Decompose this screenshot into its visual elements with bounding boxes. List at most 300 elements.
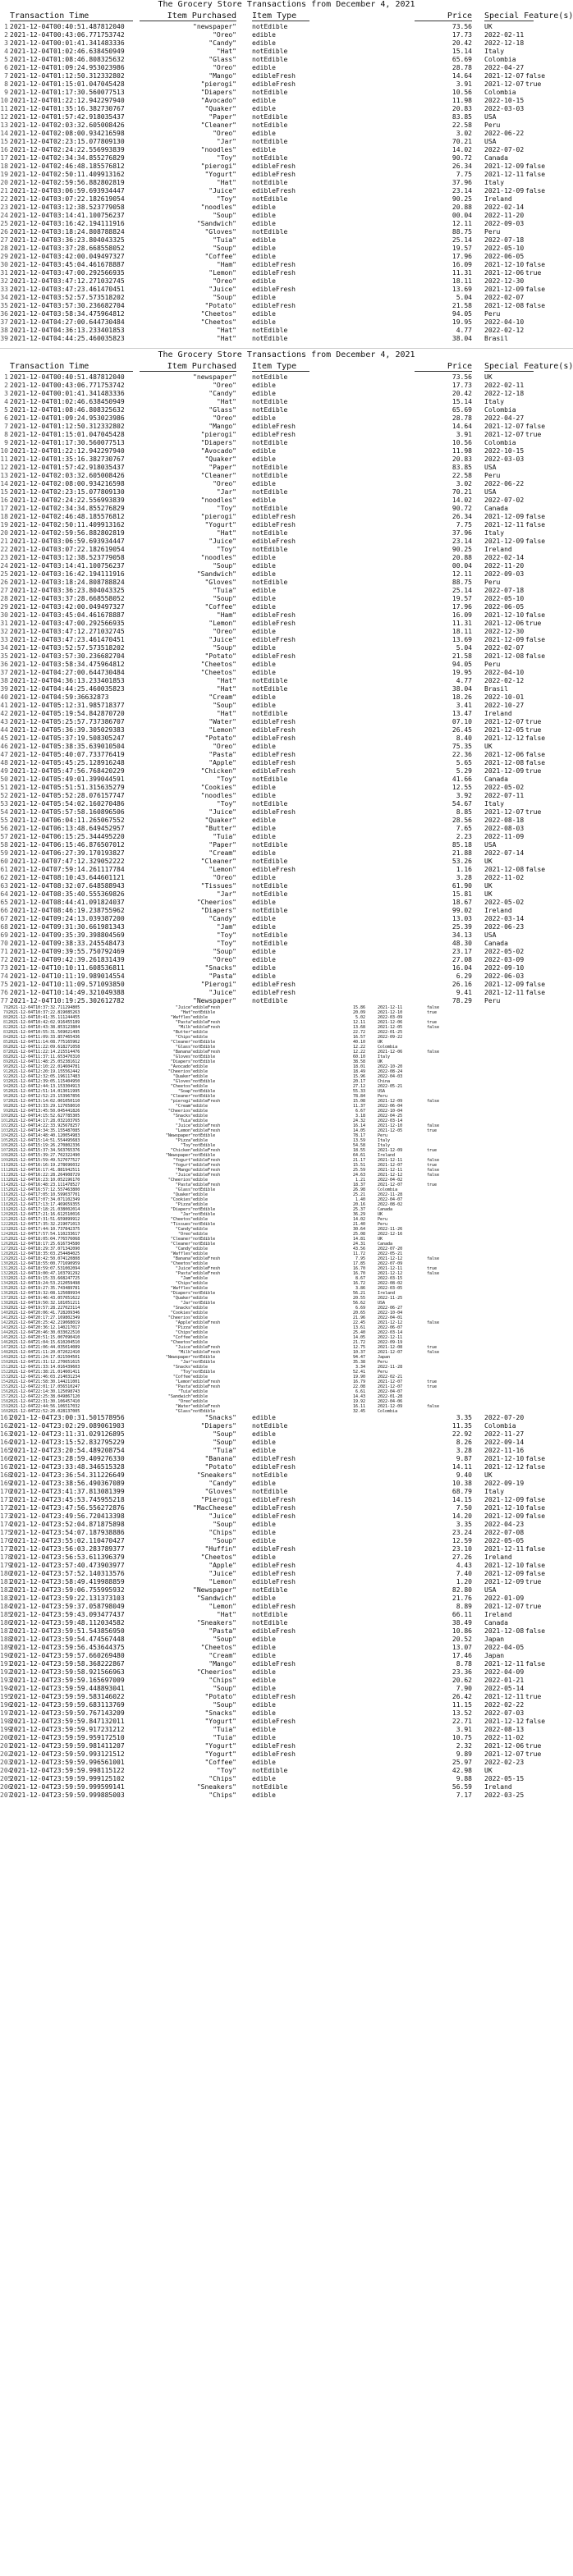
cell-special-feature: 2021-12-07 [378,1380,403,1384]
cell-item-purchased: "Pizza" [175,1138,193,1143]
cell-special-feature: UK [484,882,493,890]
table-row [0,179,573,187]
cell-special-feature-2: false [525,652,546,660]
cell-special-feature: 2022-04-06 [378,1399,403,1404]
cell-transaction-time: 2021-12-04T04:27:00.644730484 [10,669,125,676]
cell-special-feature-2: false [525,1718,546,1725]
row-number: 86 [2,1045,8,1050]
row-number: 132 [0,1271,8,1276]
cell-price: 19.57 [452,595,472,602]
cell-special-feature: Peru [484,661,501,668]
table-row [0,890,573,899]
cell-item-purchased: "Apple" [209,1562,236,1569]
cell-special-feature: Colombia [484,439,516,446]
cell-item-type: edibleFresh [252,431,296,438]
cell-item-type: edible [193,1035,209,1040]
cell-item-type: notEdible [252,56,288,63]
row-number: 52 [0,792,8,799]
cell-special-feature: USA [378,1089,386,1094]
cell-item-type: edible [252,390,276,397]
cell-special-feature: 2021-12-08 [484,1627,525,1635]
row-number: 98 [2,1104,8,1109]
table-row [0,146,573,154]
row-number: 24 [0,212,8,219]
cell-item-purchased: "Chicken" [200,767,236,775]
cell-item-purchased: "Cleaner" [200,472,236,479]
cell-item-purchased: "Toy" [216,1767,236,1774]
cell-transaction-time: 2021-12-04T04:27:00.644730484 [10,318,125,326]
row-number: 83 [2,1030,8,1035]
row-number: 32 [0,277,8,285]
cell-special-feature: 2022-06-03 [484,972,525,980]
cell-item-type: notEdible [193,1045,216,1050]
cell-price: 13.69 [452,286,472,293]
cell-special-feature-2: true [525,1742,542,1750]
row-number: 137 [0,1296,8,1301]
cell-item-type: edible [193,1030,209,1035]
cell-item-purchased: "Juice" [209,989,236,996]
cell-item-type: notEdible [252,228,288,236]
cell-item-type: edibleFresh [252,808,296,816]
cell-item-type: edibleFresh [193,1350,221,1355]
cell-item-type: notEdible [252,1611,288,1618]
cell-special-feature-2: false [525,759,546,766]
row-number: 135 [0,1286,8,1291]
cell-item-purchased: "Cheetos" [170,1084,193,1089]
table-row [0,245,573,253]
cell-special-feature: 2021-12-09 [484,1512,525,1520]
cell-price: 65.69 [452,406,472,414]
cell-price: 15.81 [452,890,472,898]
cell-transaction-time: 2021-12-04T06:13:48.649452957 [10,825,125,832]
row-number: 15 [0,138,8,145]
row-number: 89 [2,1059,8,1064]
row-number: 178 [0,1553,12,1561]
cell-special-feature: 2022-03-25 [484,1791,525,1799]
cell-item-purchased: "Quaker" [204,817,236,824]
table-row [0,1570,573,1578]
cell-item-type: notEdible [252,529,288,537]
row-number: 84 [2,1035,8,1040]
table-row [0,1693,573,1701]
cell-transaction-time: 2021-12-04T03:36:23.804043325 [10,587,125,594]
cell-special-feature: 2022-03-15 [378,1276,403,1281]
cell-special-feature: 2022-02-11 [484,382,525,389]
row-number: 136 [0,1291,8,1296]
cell-item-type: notEdible [252,546,288,553]
row-number: 34 [0,294,8,301]
cell-price: 11.35 [452,1422,472,1430]
table-row [0,335,573,343]
cell-price: 8.78 [456,1660,472,1668]
cell-item-type: notEdible [193,1040,216,1045]
table-row [0,899,573,907]
cell-special-feature: 2022-02-11 [484,31,525,39]
row-number: 204 [0,1767,12,1774]
table-row [0,677,573,685]
table-row [0,220,573,228]
cell-special-feature-2: false [525,1562,546,1569]
cell-special-feature: Peru [484,579,501,586]
cell-item-purchased: "Water" [209,718,236,725]
cell-item-purchased: "Waffles" [170,1015,193,1020]
cell-transaction-time: 2021-12-04T14:15:52.627785305 [8,1114,80,1119]
cell-item-purchased: "Cream" [209,693,236,701]
col-item-purchased: Item Purchased [140,362,236,372]
cell-item-purchased: "Yogurt" [204,171,236,178]
row-number: 173 [0,1512,12,1520]
cell-item-purchased: "Cookies" [170,1311,193,1315]
row-number: 87 [2,1050,8,1055]
cell-item-type: edible [193,1197,209,1202]
cell-special-feature-2: false [525,538,546,545]
cell-transaction-time: 2021-12-04T23:59:59.917231212 [10,1726,125,1733]
cell-special-feature-2: false [427,1025,440,1030]
row-number: 171 [0,1496,12,1503]
cell-price: 9.89 [456,1750,472,1758]
cell-special-feature: 2022-02-21 [378,1375,403,1380]
table-row [0,1521,573,1529]
cell-item-type: edible [252,1553,276,1561]
cell-special-feature: Italy [484,1488,505,1495]
row-number: 100 [0,1114,8,1119]
cell-transaction-time: 2021-12-04T13:45:50.045441826 [8,1109,80,1114]
cell-transaction-time: 2021-12-04T23:20:54.489208754 [10,1447,125,1454]
cell-item-type: edible [252,1430,276,1438]
cell-item-type: edibleFresh [252,538,296,545]
table-row [0,310,573,318]
row-number: 133 [0,1276,8,1281]
cell-price: 99.02 [452,907,472,914]
row-number: 19 [0,171,8,178]
cell-price: 43.56 [352,1247,365,1251]
row-number: 160 [0,1409,8,1414]
cell-price: 20.88 [452,204,472,211]
cell-item-purchased: "Toy" [216,505,236,512]
cell-transaction-time: 2021-12-04T23:36:54.311226649 [10,1471,125,1479]
cell-special-feature-2: true [525,620,542,627]
cell-item-purchased: "newspaper" [193,23,236,30]
cell-special-feature-2: false [427,1173,440,1178]
cell-price: 13.69 [452,636,472,643]
row-number: 185 [0,1611,12,1618]
cell-price: 83.85 [452,464,472,471]
cell-price: 22.36 [452,751,472,758]
table-row [0,1562,573,1570]
cell-special-feature-2: false [525,1545,546,1553]
row-number: 1 [4,373,8,381]
row-number: 188 [0,1636,12,1643]
cell-transaction-time: 2021-12-04T23:59:58.921566963 [10,1668,125,1676]
row-number: 19 [0,521,8,528]
cell-special-feature: 2021-12-09 [484,981,525,988]
table-row [0,1488,573,1496]
cell-transaction-time: 2021-12-04T03:47:12.271032745 [10,277,125,285]
cell-item-type: edible [193,1178,209,1183]
cell-item-type: notEdible [252,327,288,334]
cell-item-purchased: "Juice" [175,1123,193,1128]
cell-item-purchased: "Jar" [180,1212,193,1217]
cell-special-feature: 2022-04-07 [378,1197,403,1202]
cell-item-purchased: "Gloves" [204,1488,236,1495]
cell-price: 14.15 [452,1496,472,1503]
cell-item-purchased: "Water" [175,1404,193,1409]
cell-price: 20.17 [352,1079,365,1084]
cell-transaction-time: 2021-12-04T23:59:59.993121512 [10,1750,125,1758]
cell-price: 10.75 [452,1734,472,1741]
cell-item-purchased: "Apple" [175,1320,193,1325]
cell-item-purchased: "Oreo" [177,1399,193,1404]
table-row [0,546,573,554]
cell-item-type: edible [252,277,276,285]
cell-item-type: notEdible [252,858,288,865]
cell-special-feature-2: true [427,1183,438,1187]
row-number: 25 [0,570,8,578]
cell-transaction-time: 2021-12-04T01:57:42.918035437 [10,464,125,471]
col-price: Price [415,362,472,372]
cell-item-type: edible [252,595,276,602]
cell-item-type: notEdible [252,472,288,479]
table-body-tail [0,1414,573,1800]
cell-special-feature: Italy [484,529,505,537]
table-row [0,915,573,923]
cell-special-feature: 2021-12-09 [484,1496,525,1503]
cell-special-feature: 2021-12-12 [378,1173,403,1178]
cell-transaction-time: 2021-12-04T14:22:33.925678257 [8,1123,80,1128]
cell-special-feature: 2022-11-28 [378,1365,403,1370]
cell-item-purchased: "Coffee" [172,1335,193,1340]
row-number: 118 [0,1202,8,1207]
cell-transaction-time: 2021-12-04T22:44:56.106517032 [8,1404,80,1409]
cell-item-type: edible [193,1251,209,1256]
row-number: 124 [0,1232,8,1237]
cell-transaction-time: 2021-12-04T17:18:21.038002014 [8,1207,80,1212]
cell-item-type: edible [252,1644,276,1651]
cell-item-purchased: "Newspaper" [165,1133,193,1138]
cell-item-purchased: "Sandwich" [196,570,236,578]
row-number: 170 [0,1488,12,1495]
cell-special-feature: Japan [484,1636,505,1643]
cell-item-type: edible [252,1685,276,1692]
row-number: 8 [4,431,8,438]
cell-item-type: edible [252,587,276,594]
cell-price: 1.20 [456,1578,472,1585]
row-number: 184 [0,1603,12,1610]
cell-transaction-time: 2021-12-04T02:46:48.185576812 [10,513,125,520]
cell-item-purchased: "Pasta" [175,1020,193,1025]
row-number: 157 [0,1394,8,1399]
cell-price: 35.38 [352,1360,365,1365]
cell-price: 16.09 [452,261,472,268]
row-number: 150 [0,1360,8,1365]
cell-special-feature: 2021-12-12 [484,734,525,742]
cell-price: 94.05 [452,310,472,318]
row-number: 182 [0,1586,12,1594]
cell-price: 3.28 [456,1447,472,1454]
row-number: 168 [0,1471,12,1479]
cell-item-purchased: "Hat" [216,327,236,334]
cell-price: 00.04 [452,562,472,570]
cell-item-type: notEdible [193,1089,216,1094]
cell-item-type: edibleFresh [193,1163,221,1168]
row-number: 33 [0,286,8,293]
row-number: 18 [0,513,8,520]
row-number: 67 [0,915,8,922]
cell-transaction-time: 2021-12-04T05:57:58.160896506 [10,808,125,816]
cell-item-type: notEdible [252,940,288,947]
cell-special-feature: 2021-12-07 [378,1384,403,1389]
cell-special-feature: Colombia [484,56,516,63]
cell-special-feature: 2022-09-19 [378,1340,403,1345]
row-number: 7 [4,423,8,430]
cell-item-purchased: "Cream" [209,849,236,857]
cell-item-type: notEdible [252,710,288,717]
cell-transaction-time: 2021-12-04T23:33:48.346515328 [10,1463,125,1471]
cell-transaction-time: 2021-12-04T18:29:37.071342090 [8,1247,80,1251]
cell-item-purchased: "Hat" [216,48,236,55]
cell-price: 27.26 [452,1553,472,1561]
row-number: 165 [0,1447,12,1454]
row-number: 4 [4,398,8,405]
cell-transaction-time: 2021-12-04T03:52:57.573518202 [10,644,125,652]
cell-item-type: edibleFresh [252,1660,296,1668]
cell-item-type: notEdible [252,1783,288,1791]
cell-item-type: edible [252,64,276,71]
cell-price: 10.56 [452,89,472,96]
cell-transaction-time: 2021-12-04T00:43:06.771753742 [10,31,125,39]
cell-special-feature-2: false [427,1158,440,1163]
row-number: 166 [0,1455,12,1462]
cell-item-type: edible [252,628,276,635]
cell-price: 38.58 [352,1059,365,1064]
cell-item-purchased: "Soup" [213,294,236,301]
cell-transaction-time: 2021-12-04T08:44:41.091824037 [10,899,125,906]
cell-special-feature-2: true [525,1750,542,1758]
row-number: 70 [0,940,8,947]
cell-special-feature: 2022-02-12 [484,677,525,684]
cell-transaction-time: 2021-12-04T03:47:00.292566935 [10,620,125,627]
cell-item-purchased: "Soup" [213,1636,236,1643]
cell-item-type: edible [252,1529,276,1536]
cell-price: 25.14 [452,236,472,244]
cell-special-feature: 2021-12-06 [378,1020,403,1025]
cell-item-type: edible [193,1084,209,1089]
cell-item-type: edible [193,1311,209,1315]
table-row [0,1447,573,1455]
cell-transaction-time: 2021-12-04T03:36:23.804043325 [10,236,125,244]
row-number: 130 [0,1261,8,1266]
table-row [0,31,573,39]
cell-item-purchased: "Soup" [213,1521,236,1528]
cell-item-type: edibleFresh [252,611,296,619]
cell-transaction-time: 2021-12-04T11:48:25.052381612 [8,1059,80,1064]
table-row [0,1750,573,1759]
cell-transaction-time: 2021-12-04T23:59:58.368222867 [10,1660,125,1668]
cell-item-purchased: "Pizza" [175,1325,193,1330]
cell-item-purchased: "Newspaper" [165,1153,193,1158]
cell-price: 20.83 [452,105,472,112]
cell-item-purchased: "Apple" [209,759,236,766]
table-row [0,1627,573,1636]
cell-item-purchased: "Mango" [175,1168,193,1173]
cell-transaction-time: 2021-12-04T18:42:50.074120808 [8,1256,80,1261]
table-row [0,130,573,138]
row-number: 39 [0,335,8,342]
cell-item-type: notEdible [193,1207,216,1212]
cell-price: 85.18 [452,841,472,849]
cell-item-purchased: "Diapers" [170,1207,193,1212]
cell-transaction-time: 2021-12-04T10:37:32.711294805 [8,1005,80,1010]
cell-item-purchased: "Tuia" [213,1447,236,1454]
cell-item-purchased: "Avocado" [170,1064,193,1069]
cell-price: 22.92 [452,1430,472,1438]
cell-price: 65.69 [452,56,472,63]
cell-price: 90.25 [452,546,472,553]
cell-transaction-time: 2021-12-04T03:47:00.292566935 [10,269,125,277]
cell-transaction-time: 2021-12-04T18:55:00.771690959 [8,1261,80,1266]
row-number: 58 [0,841,8,849]
cell-item-purchased: "Sneakers" [196,1783,236,1791]
cell-price: 37.96 [452,529,472,537]
cell-item-purchased: "Banana" [204,1455,236,1462]
cell-item-purchased: "Potato" [204,652,236,660]
cell-item-type: edibleFresh [193,1020,221,1025]
row-number: 117 [0,1197,8,1202]
table-body-c [0,693,573,1005]
cell-price: 17.46 [452,1652,472,1659]
cell-item-purchased: "Glass" [209,56,236,63]
cell-price: 18.01 [352,1064,365,1069]
cell-price: 18.26 [452,693,472,701]
cell-item-type: notEdible [193,1360,216,1365]
row-number: 26 [0,579,8,586]
cell-special-feature: 2022-03-14 [484,915,525,922]
cell-item-purchased: "Mango" [209,423,236,430]
cell-special-feature: 2022-09-14 [484,1439,525,1446]
cell-transaction-time: 2021-12-04T12:39:05.115404950 [8,1079,80,1084]
cell-special-feature-2: false [525,866,546,873]
row-number: 101 [0,1119,8,1123]
table-row [0,644,573,652]
cell-special-feature: Peru [484,310,501,318]
row-number: 8 [4,80,8,88]
cell-transaction-time: 2021-12-04T23:11:31.029126895 [10,1430,125,1438]
cell-price: 7.95 [355,1256,365,1261]
row-number: 12 [0,113,8,121]
cell-item-type: edible [252,382,276,389]
cell-special-feature: USA [484,931,497,939]
row-number: 207 [0,1791,12,1799]
cell-item-type: edible [252,294,276,301]
cell-special-feature: 2022-05-02 [484,784,525,791]
cell-transaction-time: 2021-12-04T01:12:50.312332802 [10,72,125,80]
row-number: 198 [0,1718,12,1725]
cell-special-feature: Peru [484,472,501,479]
table-row [0,488,573,496]
cell-special-feature: 2021-12-08 [484,652,525,660]
cell-item-type: edibleFresh [252,1455,296,1462]
cell-price: 32.45 [352,1409,365,1414]
cell-item-purchased: "Avocado" [200,97,236,104]
table-row [0,1529,573,1537]
cell-transaction-time: 2021-12-04T00:40:51.487812040 [10,23,125,30]
row-number: 88 [2,1055,8,1059]
cell-special-feature: UK [378,1212,383,1217]
table-row [0,472,573,480]
cell-item-purchased: "Soup" [213,212,236,219]
cell-special-feature-2: false [525,1504,546,1512]
cell-price: 6.69 [355,1306,365,1311]
